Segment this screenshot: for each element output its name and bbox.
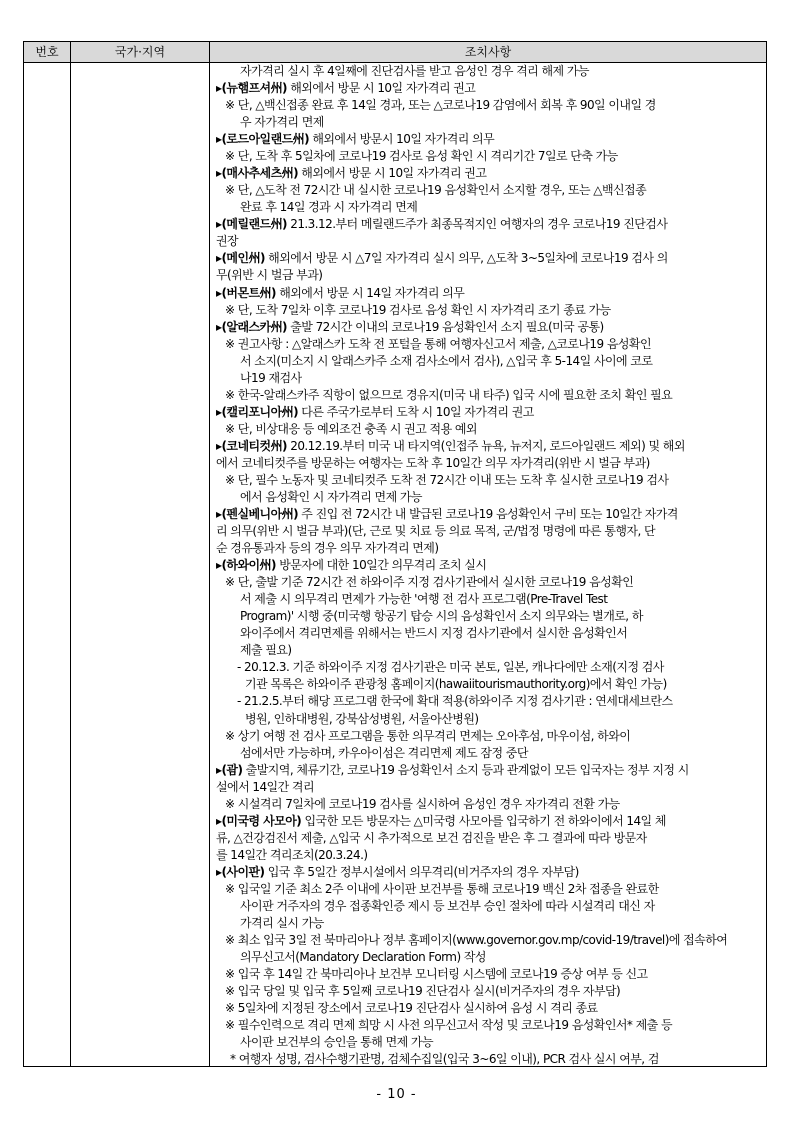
line-marker: -: [237, 694, 245, 709]
column-divider-1: [70, 42, 71, 1066]
line-text: 서 소지(미소지 시 알래스카주 소재 검사소에서 검사), △입국 후 5-14일 사이에 코로: [240, 353, 653, 368]
line-marker: ※: [225, 967, 238, 982]
measure-line: [216, 864, 579, 881]
line-text: 입국 당일 및 입국 후 5일째 코로나19 진단검사 실시(비거주자의 경우 자부담): [237, 984, 621, 999]
line-text: 해외에서 방문 시 10일 자가격리 권고: [286, 81, 476, 96]
line-text: 시설격리 7일차에 코로나19 검사를 실시하여 음성인 경우 자가격리 전환 가능: [237, 796, 620, 811]
line-text: 자가격리 실시 후 4일째에 진단검사를 받고 음성인 경우 격리 해제 가능: [240, 64, 589, 78]
line-text: 최소 입국 3일 전 북마리아나 정부 홈페이지(www.governor.gov.mp/covid-19/travel)에 접속하여: [237, 933, 728, 948]
line-text: 순 경유통과자 등의 경우 의무 자가격리 면제): [216, 541, 439, 556]
region-name: (알래스카州): [221, 319, 287, 334]
page-number: - 10 -: [376, 1087, 417, 1102]
region-name: (코네티컷州): [221, 438, 287, 453]
measures-table: [23, 41, 767, 1067]
line-marker: ▸: [216, 762, 222, 777]
measure-line: [230, 1051, 659, 1068]
line-text: 권고사항 : △알래스카 도착 전 포털을 통해 여행자신고서 제출, △코로나19 음성확인: [237, 336, 652, 351]
line-marker: ▸: [216, 507, 222, 522]
region-name: (캘리포니아州): [221, 404, 299, 419]
line-marker: ▸: [216, 132, 222, 147]
measure-line: [240, 745, 528, 762]
line-marker: ※: [225, 183, 238, 198]
line-text: 설에서 14일간 격리: [216, 779, 314, 794]
region-name: (뉴햄프셔州): [221, 81, 287, 96]
line-text: 권장: [216, 234, 239, 249]
line-text: 21.2.5.부터 해당 프로그램 한국에 확대 적용(하와이주 지정 검사기관 : 연세대세브란스: [244, 694, 673, 709]
measure-line: [225, 932, 727, 949]
measure-line: [240, 63, 589, 80]
line-marker: ▸: [216, 864, 222, 879]
line-marker: ※: [225, 933, 238, 948]
header-number: 번호: [35, 45, 59, 59]
measure-line: [240, 353, 652, 370]
measure-line: [225, 148, 618, 165]
measure-line: [240, 370, 302, 387]
line-marker: ※: [225, 984, 238, 999]
line-text: Program)' 시행 중(미국행 항공기 탑승 시의 음성확인서 소지 의무와는 별개로, 하: [240, 609, 643, 624]
measure-line: [225, 387, 672, 404]
line-text: 단, 비상대응 등 예외조건 충족 시 권고 적용 예외: [237, 421, 477, 436]
measure-line: [216, 216, 667, 233]
measure-line: [240, 114, 324, 131]
region-name: (매사추세츠州): [221, 166, 299, 181]
region-name: (펜실베니아州): [221, 507, 299, 522]
measure-line: [216, 540, 438, 557]
line-text: 입국 후 5일간 정부시설에서 의무격리(비거주자의 경우 자부담): [264, 864, 579, 879]
measure-line: [216, 250, 668, 267]
line-text: 섬에서만 가능하며, 카우아이섬은 격리면제 제도 잠정 중단: [240, 745, 528, 760]
line-text: 단, 도착 후 5일차에 코로나19 검사로 음성 확인 시 격리기간 7일로 단축 가능: [237, 149, 618, 164]
line-marker: ※: [225, 421, 238, 436]
measure-line: [245, 711, 479, 728]
measure-line: [240, 591, 607, 608]
line-marker: -: [237, 660, 245, 675]
line-text: 기관 목록은 하와이주 관광청 홈페이지(hawaiitourismauthority.org)에서 확인 가능): [245, 677, 667, 692]
measure-line: [216, 267, 322, 284]
line-text: 방문자에 대한 10일간 의무격리 조치 실시: [275, 558, 487, 573]
measure-line: [240, 898, 655, 915]
line-text: 리 의무(위반 시 벌금 부과)(단, 근로 및 치료 등 의료 목적, 군/법정 명령에 따른 통행자, 단: [216, 524, 656, 539]
line-text: 한국-알래스카주 직항이 없으므로 경유지(미국 내 타주) 입국 시에 필요한 조치 확인 필요: [237, 387, 673, 402]
line-text: 류, △건강검진서 제출, △입국 시 추가적으로 보건 검진을 받은 후 그 결과에 따라 방문자: [216, 830, 647, 845]
measure-line: [240, 642, 292, 659]
header-measures: 조치사항: [464, 45, 512, 59]
measure-line: [216, 233, 238, 250]
line-text: 해외에서 방문시 10일 자가격리 의무: [309, 132, 495, 147]
line-marker: ※: [225, 1001, 238, 1016]
line-text: 단, 출발 기준 72시간 전 하와이주 지정 검사기관에서 실시한 코로나19 음성확인: [237, 575, 634, 590]
line-marker: ▸: [216, 404, 222, 419]
line-text: 해외에서 방문 시 △7일 자가격리 실시 의무, △도착 3~5일차에 코로나19 검사 의: [264, 251, 668, 266]
line-text: 주 진입 전 72시간 내 발급된 코로나19 음성확인서 구비 또는 10일간 자가격: [298, 507, 678, 522]
line-marker: ※: [225, 728, 238, 743]
measure-line: [216, 779, 314, 796]
line-marker: ※: [225, 98, 238, 113]
line-text: 21.3.12.부터 메릴랜드주가 최종목적지인 여행자의 경우 코로나19 진단검사: [286, 217, 668, 232]
line-marker: *: [230, 1052, 239, 1067]
measure-line: [237, 659, 664, 676]
line-text: 에서 코네티컷주를 방문하는 여행자는 도착 후 10일간 의무 자가격리(위반 시 벌금 부과): [216, 455, 650, 470]
measure-line: [225, 966, 648, 983]
measure-line: [216, 404, 534, 421]
region-name: (메인州): [221, 251, 265, 266]
line-marker: ※: [225, 881, 238, 896]
measure-line: [240, 1034, 433, 1051]
region-name: (괌): [221, 762, 243, 777]
line-marker: ※: [225, 472, 238, 487]
line-text: 단, 도착 7일차 이후 코로나19 검사로 음성 확인 시 자가격리 조기 종료 가능: [237, 302, 611, 317]
measure-line: [240, 949, 486, 966]
measure-line: [225, 983, 620, 1000]
line-text: 서 제출 시 의무격리 면제가 가능한 '여행 전 검사 프로그램(Pre-Travel Test: [240, 592, 608, 607]
measure-line: [225, 336, 651, 353]
line-text: 가격리 실시 가능: [240, 916, 324, 930]
line-marker: ▸: [216, 558, 222, 573]
measure-line: [245, 676, 667, 693]
measure-line: [216, 762, 689, 779]
line-marker: ▸: [216, 166, 222, 181]
line-text: 완료 후 14일 경과 시 자가격리 면제: [240, 200, 418, 215]
line-text: 출발지역, 체류기간, 코로나19 음성확인서 소지 등과 관계없이 모든 입국자는 정부 지정 시: [242, 762, 689, 777]
line-text: 의무신고서(Mandatory Declaration Form) 작성: [240, 950, 486, 965]
region-name: (사이판): [221, 864, 265, 879]
line-text: 단, 필수 노동자 및 코네티컷주 도착 전 72시간 이내 또는 도착 후 실시한 코로나19 검사: [237, 472, 669, 487]
line-text: 사이판 보건부의 승인을 통해 면제 가능: [240, 1035, 433, 1050]
line-marker: ※: [225, 302, 238, 317]
measure-line: [240, 489, 422, 506]
measure-line: [225, 574, 633, 591]
measure-line: [216, 438, 685, 455]
measure-line: [216, 506, 678, 523]
line-text: 필수인력으로 격리 면제 희망 시 사전 의무신고서 작성 및 코로나19 음성확인서* 제출 등: [237, 1018, 673, 1033]
measure-line: [225, 182, 646, 199]
measure-line: [216, 847, 367, 864]
region-name: (메릴랜드州): [221, 217, 287, 232]
measure-line: [216, 131, 494, 148]
line-text: 나19 재검사: [240, 370, 302, 385]
line-text: 입국일 기준 최소 2주 이내에 사이판 보건부를 통해 코로나19 백신 2차 접종을 완료한: [237, 881, 659, 896]
measure-line: [225, 728, 630, 745]
line-marker: ※: [225, 387, 238, 402]
line-text: 해외에서 방문 시 14일 자가격리 의무: [275, 285, 465, 300]
line-text: 제출 필요): [240, 643, 292, 658]
line-marker: ※: [225, 575, 238, 590]
line-text: 20.12.3. 기준 하와이주 지정 검사기관은 미국 본토, 일본, 캐나다에만 소재(지정 검사: [244, 660, 664, 675]
line-marker: ※: [225, 796, 238, 811]
line-text: 우 자가격리 면제: [240, 115, 324, 130]
measure-line: [237, 693, 673, 710]
measure-line: [216, 813, 666, 830]
region-name: (버몬트州): [221, 285, 276, 300]
line-marker: ※: [225, 336, 238, 351]
line-text: 20.12.19.부터 미국 내 타지역(인접주 뉴욕, 뉴저지, 로드아일랜드 제외) 및 해외: [286, 438, 685, 453]
line-text: 와이주에서 격리면제를 위해서는 반드시 지정 검사기관에서 실시한 음성확인서: [240, 626, 628, 641]
line-text: 입국한 모든 방문자는 △미국령 사모아를 입국하기 전 하와이에서 14일 체: [301, 813, 666, 828]
line-marker: ▸: [216, 285, 222, 300]
measure-line: [225, 1000, 598, 1017]
measure-line: [225, 472, 668, 489]
line-text: 출발 72시간 이내의 코로나19 음성확인서 소지 필요(미국 공통): [286, 319, 604, 334]
line-text: 해외에서 방문 시 10일 자가격리 권고: [298, 166, 487, 181]
table-header: [24, 42, 766, 63]
measure-line: [240, 199, 417, 216]
line-text: 5일차에 지정된 장소에서 코로나19 진단검사 실시하여 음성 시 격리 종료: [237, 1001, 598, 1016]
line-marker: ※: [225, 149, 238, 164]
measure-line: [225, 421, 477, 438]
measure-line: [225, 302, 611, 319]
measure-line: [216, 830, 647, 847]
line-text: 단, △백신접종 완료 후 14일 경과, 또는 △코로나19 감염에서 회복 후 90일 이내일 경: [237, 98, 656, 113]
line-text: 여행자 성명, 검사수행기관명, 검체수집일(입국 3~6일 이내), PCR 검사 실시 여부, 검: [238, 1052, 659, 1067]
measure-line: [216, 80, 475, 97]
measure-line: [216, 165, 486, 182]
measure-line: [240, 625, 627, 642]
measure-line: [240, 915, 324, 932]
line-text: 에서 음성확인 시 자가격리 면제 가능: [240, 490, 422, 504]
line-marker: ▸: [216, 319, 222, 334]
line-marker: ▸: [216, 251, 222, 266]
column-divider-2: [209, 42, 210, 1066]
header-country: 국가·지역: [114, 45, 166, 59]
line-marker: ※: [225, 1018, 238, 1033]
measure-line: [225, 796, 620, 813]
line-text: 상기 여행 전 검사 프로그램을 통한 의무격리 면제는 오아후섬, 마우이섬, 하와이: [237, 728, 631, 743]
measure-line: [216, 557, 486, 574]
line-text: 사이판 거주자의 경우 접종확인증 제시 등 보건부 승인 절차에 따라 시설격리 대신 자: [240, 898, 655, 913]
region-name: (하와이州): [221, 558, 276, 573]
line-text: 무(위반 시 벌금 부과): [216, 268, 323, 283]
line-text: 를 14일간 격리조치(20.3.24.): [216, 847, 368, 862]
measure-line: [216, 319, 604, 336]
measure-line: [240, 608, 643, 625]
measure-line: [225, 881, 659, 898]
line-marker: ▸: [216, 438, 222, 453]
measure-line: [225, 97, 656, 114]
measure-line: [225, 1017, 672, 1034]
measure-line: [216, 455, 650, 472]
line-marker: ▸: [216, 217, 222, 232]
region-name: (로드아일랜드州): [221, 132, 310, 147]
measure-line: [216, 285, 464, 302]
line-text: 입국 후 14일 간 북마리아나 보건부 모니터링 시스템에 코로나19 증상 여부 등 신고: [237, 967, 648, 982]
line-text: 단, △도착 전 72시간 내 실시한 코로나19 음성확인서 소지할 경우, 또는 △백신접종: [237, 183, 647, 198]
line-text: 병원, 인하대병원, 강북삼성병원, 서울아산병원): [245, 711, 479, 726]
line-marker: ▸: [216, 813, 222, 828]
measure-line: [216, 523, 655, 540]
line-text: 다른 주국가로부터 도착 시 10일 자가격리 권고: [298, 404, 534, 419]
line-marker: ▸: [216, 81, 222, 96]
region-name: (미국령 사모아): [221, 813, 302, 828]
